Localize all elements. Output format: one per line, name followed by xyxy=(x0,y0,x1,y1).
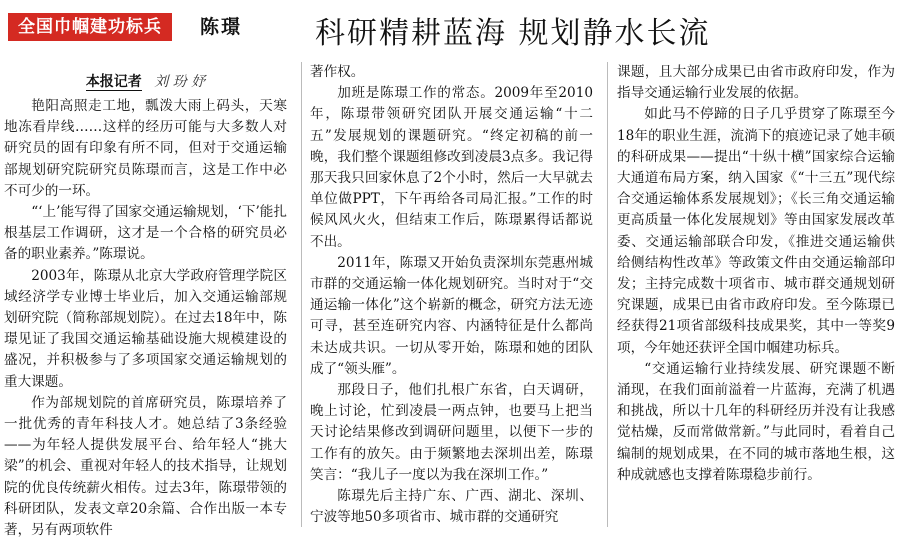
paragraph: 加班是陈璟工作的常态。2009年至2010年，陈璟带领研究团队开展交通运输“十二五”发展规划的课题研究。“终定初稿的前一晚，我们整个课题组修改到凌晨3点多。我记得那天我只回家休息了2个小时，然后一大早就去单位做PPT，下午再给各司局汇报。”工作的时候风风火火，但结束工作后，陈璟累得话都说不出。 xyxy=(310,85,593,250)
paragraph-continued: 著作权。 xyxy=(310,64,365,80)
section-tag: 全国巾帼建功标兵 xyxy=(8,13,172,41)
column-divider xyxy=(301,62,302,527)
column-3 xyxy=(617,62,895,486)
paragraph: 2011年，陈璟又开始负责深圳东莞惠州城市群的交通运输一体化规划研究。当时对于“交通运输一体化”这个崭新的概念，研究方法无迹可寻，甚至连研究内容、内涵特征是什么都尚未达成共识。一切从零开始，陈璟和她的团队成了“领头雁”。 xyxy=(310,254,593,377)
paragraph: 艳阳高照走工地，瓢泼大雨上码头，天寒地冻看岸线……这样的经历可能与大多数人对研究员的固有印象有所不同，但对于交通运输部规划研究院研究员陈璟而言，这是工作中必不可少的一环。 xyxy=(4,98,287,199)
column-divider xyxy=(607,62,608,527)
headline: 科研精耕蓝海 规划静水长流 xyxy=(315,16,711,51)
column-1 xyxy=(4,66,287,541)
paragraph: 那段日子，他们扎根广东省，白天调研，晚上讨论，忙到凌晨一两点钟，也要马上把当天讨论结果修改到调研问题里，以便下一步的工作有的放矢。由于频繁地去深圳出差，陈璟笑言：“我儿子一度以为我在深圳工作。” xyxy=(310,382,593,483)
paragraph: 2003年，陈璟从北京大学政府管理学院区域经济学专业博士毕业后，加入交通运输部规划研究院（简称部规划院）。在过去18年中，陈璟见证了我国交通运输基础设施大规模建设的盛况，并积极参与了多项国家交通运输规划的重大课题。 xyxy=(4,267,287,390)
paragraph: 如此马不停蹄的日子几乎贯穿了陈璟至今18年的职业生涯，流淌下的痕迹记录了她丰硕的科研成果——提出“十纵十横”国家综合运输大通道布局方案，纳入国家《“十三五”现代综合交通运输体系发展规划》；《长三角交通运输更高质量一体化发展规划》等由国家发展改革委、交通运输部联合印发，《推进交通运输供给侧结构性改革》等政策文件由交通运输部印发；主持完成数十项省市、城市群交通规划研究课题，成果已由省市政府印发。至今陈璟已经获得21项省部级科技成果奖，其中一等奖9项，今年她还获评全国巾帼建功标兵。 xyxy=(617,106,895,356)
paragraph: 作为部规划院的首席研究员，陈璟培养了一批优秀的青年科技人才。她总结了3条经验——为年轻人提供发展平台、给年轻人“挑大梁”的机会、重视对年轻人的技术指导，让规划院的优良传统薪火相传。过去3年，陈璟带领的科研团队，发表文章20余篇、合作出版一本专著，另有两项软件 xyxy=(4,394,287,539)
byline xyxy=(4,72,287,92)
paragraph: “交通运输行业持续发展、研究课题不断涌现，在我们面前溢着一片蓝海，充满了机遇和挑战，所以十几年的科研经历并没有让我感觉枯燥，反而常做常新。”与此同时，看着自己编制的规划成果，在不同的城市落地生根，这种成就感也支撑着陈璟稳步前行。 xyxy=(617,360,895,483)
column-2 xyxy=(310,62,593,528)
paragraph: “‘上’能写得了国家交通运输规划，‘下’能扎根基层工作调研，这才是一个合格的研究员必备的职业素养。”陈璟说。 xyxy=(4,204,287,263)
byline-label: 本报记者 xyxy=(85,74,142,90)
person-name: 陈璟 xyxy=(200,16,243,38)
reporter-name: 刘 玢 妤 xyxy=(154,74,206,90)
paragraph: 陈璟先后主持广东、广西、湖北、深圳、宁波等地50多项省市、城市群的交通研究 xyxy=(310,488,593,526)
article-header xyxy=(0,0,898,60)
paragraph-continued: 课题，且大部分成果已由省市政府印发，作为指导交通运输行业发展的依据。 xyxy=(617,64,895,102)
